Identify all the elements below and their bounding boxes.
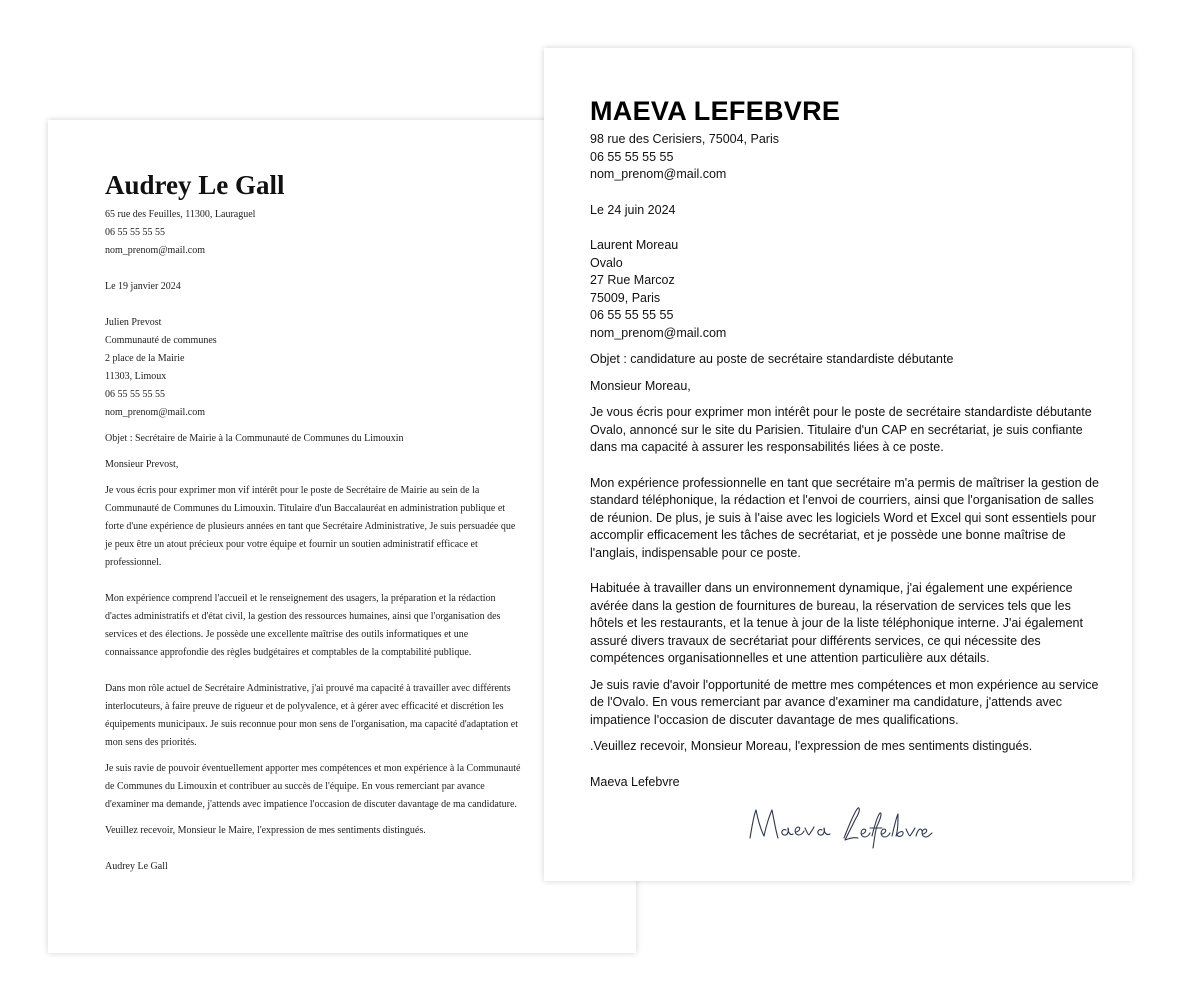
letter-salutation: Monsieur Prevost, xyxy=(105,459,179,470)
letter-date: Le 24 juin 2024 xyxy=(590,202,676,217)
paragraph-line: interlocuteurs, à faire preuve de rigueur et de polyvalence, et à gérer avec efficacité et discrétion les xyxy=(105,701,504,712)
paragraph-line: impatience l'occasion de discuter davantage de mes qualifications. xyxy=(590,712,959,727)
letter-subject: Objet : candidature au poste de secrétaire standardiste débutante xyxy=(590,352,954,366)
paragraph-line: de l'Ovalo. En vous remerciant par avance d'examiner ma candidature, j'attends avec xyxy=(590,695,1062,709)
recipient-city: 11303, Limoux xyxy=(105,371,167,382)
paragraph-line: Mon expérience comprend l'accueil et le renseignement des usagers, la préparation et la rédaction xyxy=(105,593,496,604)
body-paragraph xyxy=(590,677,1100,730)
recipient-phone: 06 55 55 55 55 xyxy=(105,389,165,400)
paragraph-line: d'actes administratifs et d'état civil, la gestion des ressources humaines, ainsi que l'organisation des xyxy=(105,611,501,622)
paragraph-line: équipements municipaux. Je suis reconnue pour mon sens de l'organisation, ma capacité d'adaptation et xyxy=(105,719,519,730)
paragraph-line: Je vous écris pour exprimer mon vif intérêt pour le poste de Secrétaire de Mairie au sein de la xyxy=(105,485,480,496)
sender-phone: 06 55 55 55 55 xyxy=(105,227,165,238)
paragraph-line: standard téléphonique, la rédaction et l'envoi de courriers, ainsi que l'organisation de salles xyxy=(590,493,1094,507)
signoff-name: Audrey Le Gall xyxy=(105,861,168,872)
paragraph-line: connaissance approfondie des règles budgétaires et comptables de la comptabilité publique. xyxy=(105,647,472,658)
sender-email: nom_prenom@mail.com xyxy=(590,167,727,181)
paragraph-line: mon sens des priorités. xyxy=(105,737,197,748)
paragraph-line: accomplir efficacement les tâches de secrétariat, et je possède une bonne maîtrise de xyxy=(590,528,1066,542)
body-paragraph xyxy=(590,404,1100,457)
sender-email: nom_prenom@mail.com xyxy=(105,245,206,256)
paragraph-line: de réunion. De plus, je suis à l'aise avec les logiciels Word et Excel qui sont essentiels pour xyxy=(590,510,1096,525)
body-paragraph xyxy=(590,475,1100,563)
paragraph-line: Je vous écris pour exprimer mon intérêt pour le poste de secrétaire standardiste débutante xyxy=(590,405,1092,419)
recipient-street: 27 Rue Marcoz xyxy=(590,273,675,287)
letter-closing: .Veuillez recevoir, Monsieur Moreau, l'expression de mes sentiments distingués. xyxy=(590,739,1033,753)
sender-contact xyxy=(590,131,1132,184)
paragraph-line: professionnel. xyxy=(105,557,162,568)
paragraph-line: Ovalo, annoncé sur le site du Parisien. Titulaire d'un CAP en secrétariat, je suis confiante xyxy=(590,422,1083,437)
recipient-block xyxy=(590,237,1132,342)
paragraph-line: avérée dans la gestion de fournitures de bureau, la réservation de services tels que les xyxy=(590,598,1071,613)
sender-name: MAEVA LEFEBVRE xyxy=(590,96,841,126)
letter-closing: Veuillez recevoir, Monsieur le Maire, l'expression de mes sentiments distingués. xyxy=(105,825,426,836)
paragraph-line: services et des élections. Je possède une excellente maîtrise des outils informatiques et une xyxy=(105,629,469,640)
paragraph-line: de Communes du Limouxin et contribuer au succès de l'équipe. En vous remerciant par avance xyxy=(105,781,485,792)
body-paragraph xyxy=(590,580,1100,668)
paragraph-line: hôtels et les restaurants, et la tenue à jour de la liste téléphonique interne. J'ai également xyxy=(590,616,1083,630)
paragraph-line: Je suis ravie de pouvoir éventuellement apporter mes compétences et mon expérience à la Communauté xyxy=(105,763,521,774)
handwritten-signature xyxy=(744,798,934,864)
paragraph-line: forte d'une expérience de plusieurs années en tant que Secrétaire Administrative, Je suis persuadée que xyxy=(105,521,516,532)
recipient-email: nom_prenom@mail.com xyxy=(105,407,206,418)
recipient-street: 2 place de la Mairie xyxy=(105,353,185,364)
letter-date: Le 19 janvier 2024 xyxy=(105,281,181,292)
paragraph-line: Communauté de Communes du Limouxin. Titulaire d'un Baccalauréat en administration publique et xyxy=(105,503,506,514)
recipient-name: Laurent Moreau xyxy=(590,238,679,252)
letter-subject: Objet : Secrétaire de Mairie à la Communauté de Communes du Limouxin xyxy=(105,433,404,444)
paragraph-line: l'anglais, indispensable pour ce poste. xyxy=(590,545,801,560)
sender-name: Audrey Le Gall xyxy=(105,170,285,200)
recipient-phone: 06 55 55 55 55 xyxy=(590,308,674,322)
recipient-email: nom_prenom@mail.com xyxy=(590,325,727,340)
signature-drawing xyxy=(744,798,934,858)
recipient-organization: Ovalo xyxy=(590,255,623,270)
signoff-name: Maeva Lefebvre xyxy=(590,774,680,789)
paragraph-line: dans ma capacité à assurer les responsabilités liées à ce poste. xyxy=(590,440,944,454)
paragraph-line: Mon expérience professionnelle en tant que secrétaire m'a permis de maîtriser la gestion de xyxy=(590,475,1099,490)
paragraph-line: assuré divers travaux de secrétariat pour différents services, ce qui nécessite des xyxy=(590,633,1041,648)
recipient-city: 75009, Paris xyxy=(590,290,661,305)
paragraph-line: d'examiner ma demande, j'attends avec impatience l'occasion de discuter davantage de ma candidature. xyxy=(105,799,517,810)
paragraph-line: Je suis ravie d'avoir l'opportunité de mettre mes compétences et mon expérience au service xyxy=(590,677,1099,692)
recipient-organization: Communauté de communes xyxy=(105,335,217,346)
paragraph-line: Dans mon rôle actuel de Secrétaire Administrative, j'ai prouvé ma capacité à travailler avec différents xyxy=(105,683,511,694)
sender-address: 98 rue des Cerisiers, 75004, Paris xyxy=(590,132,779,146)
sender-phone: 06 55 55 55 55 xyxy=(590,149,674,164)
front-letter-page xyxy=(544,48,1132,881)
letter-salutation: Monsieur Moreau, xyxy=(590,378,691,393)
paragraph-line: je peux être un atout précieux pour votre équipe et fournir un soutien administratif efficace et xyxy=(105,539,478,550)
sender-address: 65 rue des Feuilles, 11300, Lauraguel xyxy=(105,209,256,220)
recipient-name: Julien Prevost xyxy=(105,317,162,328)
paragraph-line: Habituée à travailler dans un environnement dynamique, j'ai également une expérience xyxy=(590,581,1073,595)
paragraph-line: compétences organisationnelles et une attention particulière aux détails. xyxy=(590,651,990,665)
